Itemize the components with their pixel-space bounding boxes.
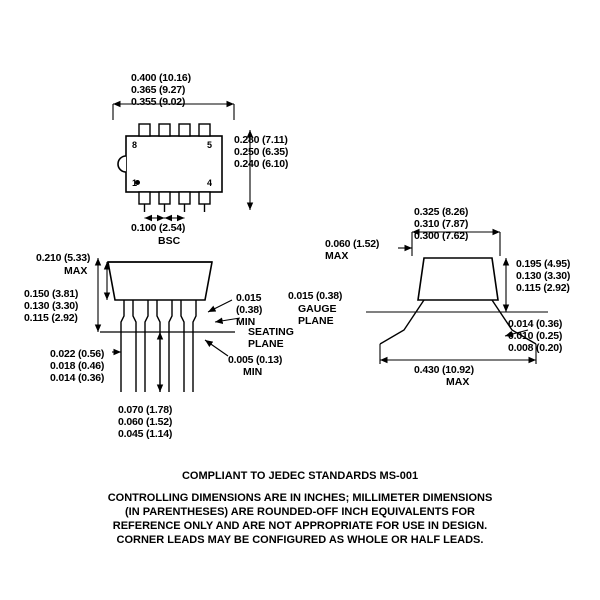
end-view-left-dim-label: MAX: [325, 250, 349, 262]
side-view-body-dim-2: 0.130 (3.30): [24, 300, 79, 312]
note-line-2: CONTROLLING DIMENSIONS ARE IN INCHES; MILLIMETER DIMENSIONS: [107, 492, 493, 504]
top-view-depth-dim-1: 0.280 (7.11): [234, 134, 288, 146]
side-view-lead-length-dims: [118, 404, 172, 440]
note-line-4: REFERENCE ONLY AND ARE NOT APPROPRIATE FOR USE IN DESIGN.: [112, 520, 488, 532]
side-view-standoff-min: MIN: [243, 366, 263, 378]
side-view-body-dim-1: 0.150 (3.81): [24, 288, 79, 300]
side-view-standoff-dim: 0.005 (0.13): [228, 354, 283, 366]
end-view-span-label: MAX: [446, 376, 470, 388]
end-view-gauge-label-line1: GAUGE: [298, 303, 337, 315]
side-view-lead-length-dim-1: 0.070 (1.78): [118, 404, 173, 416]
note-line-1: COMPLIANT TO JEDEC STANDARDS MS-001: [181, 470, 419, 482]
top-view-depth-dim-3: 0.240 (6.10): [234, 158, 289, 170]
end-view-right-dim-3: 0.115 (2.92): [516, 282, 570, 294]
end-view-span-dim: 0.430 (10.92): [414, 364, 474, 376]
note-line-3: (IN PARENTHESES) ARE ROUNDED-OFF INCH EQUIVALENTS FOR: [125, 506, 475, 518]
side-view-lead-width-dim-2: 0.018 (0.46): [50, 360, 105, 372]
side-view-height-max-dim: 0.210 (5.33): [36, 252, 91, 264]
top-view-pitch-dim: 0.100 (2.54): [131, 222, 186, 234]
end-view-right-dims: [516, 258, 570, 294]
end-view-lead-thk-dim-2: 0.010 (0.25): [508, 330, 563, 342]
top-view-width-dim-1: 0.400 (10.16): [131, 72, 191, 84]
note-line-5: CORNER LEADS MAY BE CONFIGURED AS WHOLE OR HALF LEADS.: [116, 534, 484, 546]
top-view-width-dim-2: 0.365 (9.27): [131, 84, 186, 96]
top-view-depth-dims: [234, 134, 288, 170]
side-view-seating-dim-a: 0.015: [236, 292, 262, 304]
end-view-top-dim-3: 0.300 (7.62): [414, 230, 469, 242]
side-view-lead-length-dim-2: 0.060 (1.52): [118, 416, 173, 428]
pin-label-1: 1: [132, 178, 138, 188]
top-view-width-dim-3: 0.355 (9.02): [131, 96, 186, 108]
seating-plane-label-line1: SEATING: [248, 326, 294, 338]
side-view-body-dims: [24, 288, 78, 324]
side-view-body-dim-3: 0.115 (2.92): [24, 312, 78, 324]
side-view-lead-width-dims: [50, 348, 104, 384]
side-view-seating-dim-b: (0.38): [236, 304, 263, 316]
top-view-depth-dim-2: 0.250 (6.35): [234, 146, 289, 158]
end-view-lead-thk-dim-3: 0.008 (0.20): [508, 342, 563, 354]
top-view-bsc-label: BSC: [158, 235, 181, 247]
seating-plane-label-line2: PLANE: [248, 338, 284, 350]
pin-label-4: 4: [207, 178, 213, 188]
end-view-gauge-label-line2: PLANE: [298, 315, 334, 327]
end-view-top-dim-1: 0.325 (8.26): [414, 206, 469, 218]
end-view-lead-thk-dim-1: 0.014 (0.36): [508, 318, 563, 330]
side-view-lead-width-dim-3: 0.014 (0.36): [50, 372, 105, 384]
pin-label-5: 5: [207, 140, 213, 150]
end-view-right-dim-1: 0.195 (4.95): [516, 258, 571, 270]
side-view-lead-length-dim-3: 0.045 (1.14): [118, 428, 173, 440]
pin-label-8: 8: [132, 140, 138, 150]
top-view-width-dims: [131, 72, 191, 108]
side-view-seating-dim-min: MIN: [236, 316, 256, 328]
end-view-gauge-dim: 0.015 (0.38): [288, 290, 343, 302]
end-view-top-dim-2: 0.310 (7.87): [414, 218, 469, 230]
end-view-lead-thickness-dims: [508, 318, 562, 354]
side-view-lead-width-dim-1: 0.022 (0.56): [50, 348, 105, 360]
end-view-left-dim: 0.060 (1.52): [325, 238, 380, 250]
end-view-top-dims: [414, 206, 468, 242]
side-view-height-max-label: MAX: [64, 265, 88, 277]
end-view-right-dim-2: 0.130 (3.30): [516, 270, 571, 282]
